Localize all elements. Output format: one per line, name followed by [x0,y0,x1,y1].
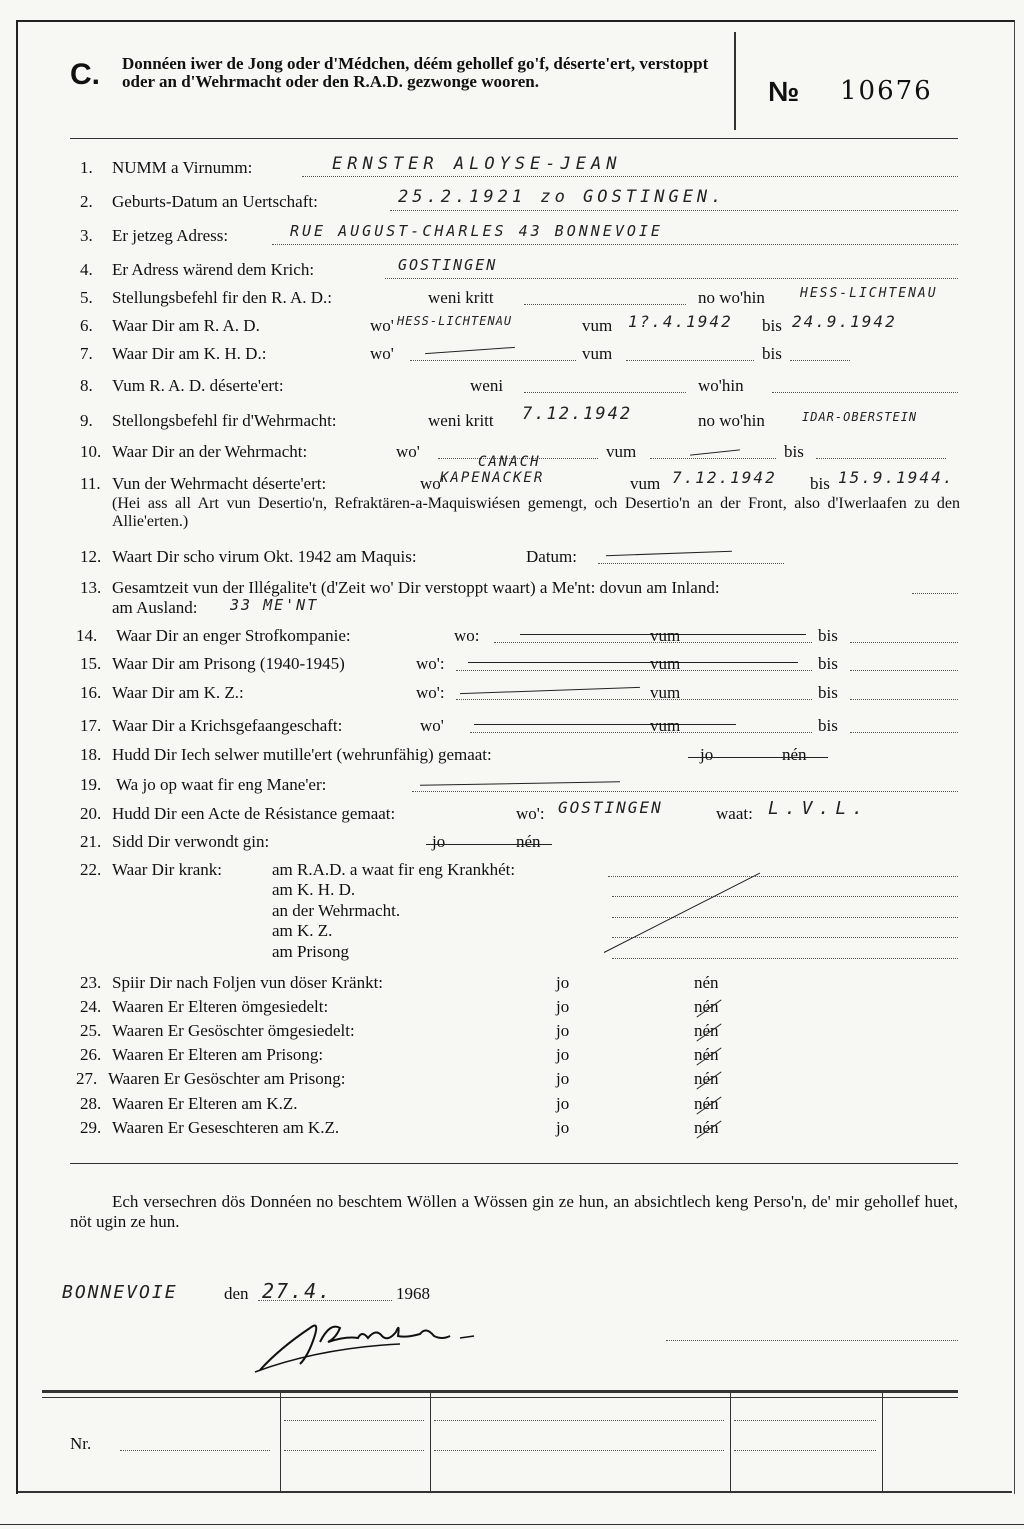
mutilate-label: Hudd Dir Iech selwer mutille'ert (wehrunfähig) gemaat: [112,745,492,764]
siblings-kz-label: Waaren Er Geseschteren am K.Z. [112,1118,340,1137]
illegality-label: Gesamtzeit vun der Illégalite't (d'Zeit wo' Dir verstoppt waart) a Me'nt: dovun am Inland: [112,578,720,597]
signature-image [250,1308,490,1378]
desert-place: KAPENACKER [440,470,545,486]
siblings-prison-label: Waaren Er Gesöschter am Prisong: [108,1069,346,1088]
vum-label: vum [606,442,637,461]
resistance-label: Hudd Dir een Acte de Résistance gemaat: [112,804,396,823]
nen-option: nén [694,1118,719,1137]
row-number: 24. [80,997,102,1016]
wo-label: wo': [416,654,445,673]
row-number: 11. [80,474,101,493]
jo-option: jo [556,1118,570,1137]
war-address-value: GOSTINGEN [398,256,498,274]
row-number: 8. [80,376,93,395]
waat-label: waat: [716,804,753,823]
nen-option: nén [694,1045,719,1064]
kz-to-line [850,699,958,700]
section-rule [70,1163,958,1164]
row-number: 23. [80,973,102,992]
name-label: NUMM a Virnumm: [112,158,253,177]
sick-rad-line [608,876,958,877]
rad-desert-label: Vum R. A. D. déserte'ert: [112,376,284,395]
bis-label: bis [762,344,782,363]
footer-col-divider [730,1393,731,1491]
weni-label: weni [470,376,504,395]
sick-label: Waar Dir krank: [112,860,223,879]
birth-line [390,210,958,211]
pow-to-line [850,732,958,733]
wehrmacht-order-place: IDAR-OBERSTEIN [802,410,918,424]
ausland-value: 33 ME'NT [230,596,319,614]
prisong-line [456,670,812,671]
wehrmacht-label: Waar Dir an der Wehrmacht: [112,442,308,461]
rad-from: 1?.4.1942 [628,312,733,331]
vum-label: vum [630,474,661,493]
inland-line [912,593,958,594]
prisong-to-line [850,670,958,671]
vum-label: vum [650,626,681,645]
resistance-type: L.V.L. [768,798,870,819]
form-number: 10676 [840,76,933,106]
row-number: 28. [80,1094,102,1113]
number-sign: № [768,76,800,107]
nen-option: nén [694,973,719,992]
rad-desert-when-line [524,392,686,393]
row-number: 12. [80,547,102,566]
rad-to: 24.9.1942 [792,312,897,331]
footer-cell-line [434,1420,724,1421]
strike-mark [426,844,552,845]
row-number: 13. [80,578,102,597]
footer-cell-line [734,1420,876,1421]
declaration-text: Ech versechren dös Donnéen no beschtem Wöllen a Wössen gin ze hun, an absichtlech keng Perso'n, de' mir gehollef huet, nöt ugin ze hun. [70,1192,958,1231]
nen-option: nén [516,832,541,851]
header-rule [70,138,958,139]
date-line [258,1300,392,1301]
weni-label: weni kritt [428,288,494,307]
strike-mark [468,662,798,663]
footer-top-rule [42,1390,958,1393]
form-title: Donnéen iwer de Jong oder d'Médchen, déém gehollef go'f, déserte'ert, verstoppt oder an d'Wehrmacht oder den R.A.D. gezwonge wooren. [122,54,709,91]
rad-order-place: HESS-LICHTENAU [800,286,938,301]
wo-label: wo' [370,344,394,363]
kz-line [456,699,812,700]
row-number: 15. [80,654,102,673]
nowohin-label: no wo'hin [698,288,765,307]
sick-wehrmacht-label: an der Wehrmacht. [272,901,401,920]
jo-option: jo [700,745,714,764]
jo-option: jo [556,1045,570,1064]
pow-label: Waar Dir a Krichsgefaangeschaft: [112,716,343,735]
wo-label: wo' [396,442,420,461]
desert-note: (Hei ass all Art vun Desertio'n, Refraktären-a-Maquiswiésen gemengt, och Desertio'n an der Front, also d'Iwerlaafen zu den Allie'erten.) [112,495,960,530]
footer-col-divider [882,1393,883,1491]
row-number: 5. [80,288,93,307]
row-number: 18. [80,745,102,764]
khd-place-line [410,360,576,361]
vum-label: vum [650,716,681,735]
rad-desert-where-line [772,392,958,393]
row-number: 16. [80,683,102,702]
row-number: 17. [80,716,102,735]
sick-kz-label: am K. Z. [272,921,333,940]
name-value: ERNSTER ALOYSE-JEAN [332,154,622,174]
nen-option: nén [694,1094,719,1113]
desert-label: Vun der Wehrmacht déserte'ert: [112,474,327,493]
header-divider [734,32,736,130]
row-number: 14. [76,626,98,645]
row-number: 4. [80,260,93,279]
consequences-label: Spiir Dir nach Foljen vun döser Kränkt: [112,973,384,992]
bis-label: bis [818,626,838,645]
desert-to: 15.9.1944. [838,468,955,487]
row-number: 20. [80,804,102,823]
footer-cell-line [284,1420,424,1421]
weni-label: weni kritt [428,411,494,430]
signature-line-right [666,1340,958,1341]
manner-label: Wa jo op waat fir eng Mane'er: [116,775,327,794]
manner-line [412,791,958,792]
footer-cell-line [284,1450,424,1451]
row-number: 6. [80,316,93,335]
wounded-label: Sidd Dir verwondt gin: [112,832,270,851]
row-number: 25. [80,1021,102,1040]
wo-label: wo': [416,683,445,702]
wehrmacht-place: CANACH [478,454,541,470]
address-line [272,244,958,245]
wehrmacht-from-line [650,458,776,459]
khd-to-line [790,360,850,361]
row-number: 22. [80,860,102,879]
row-number: 19. [80,775,102,794]
prisong-label: Waar Dir am Prisong (1940-1945) [112,654,345,673]
jo-option: jo [556,1021,570,1040]
nen-option: nén [694,1069,719,1088]
parents-resettled-label: Waaren Er Elteren ömgesiedelt: [112,997,329,1016]
signing-day-month: 27.4. [262,1279,333,1303]
footer-top-rule-2 [42,1397,958,1398]
maquis-date-line [598,563,784,564]
khd-from-line [626,360,754,361]
parents-kz-label: Waaren Er Elteren am K.Z. [112,1094,298,1113]
row-number: 2. [80,192,93,211]
sick-khd-line [612,896,958,897]
bis-label: bis [784,442,804,461]
strofkompanie-to-line [850,642,958,643]
kz-label: Waar Dir am K. Z.: [112,683,244,702]
bis-label: bis [810,474,830,493]
jo-option: jo [556,973,570,992]
ausland-label: am Ausland: [112,598,198,617]
wo-label: wo: [454,626,480,645]
nr-label: Nr. [70,1434,92,1453]
row-number: 26. [80,1045,102,1064]
row-number: 27. [76,1069,98,1088]
den-label: den [224,1284,249,1303]
nen-option: nén [694,1021,719,1040]
row-number: 10. [80,442,102,461]
wehrmacht-order-date: 7.12.1942 [522,404,633,424]
pow-line [470,732,812,733]
wo-label: wo': [516,804,545,823]
bis-label: bis [818,654,838,673]
footer-cell-line [434,1450,724,1451]
row-number: 1. [80,158,93,177]
nen-option: nén [782,745,807,764]
war-address-line [385,278,958,279]
bis-label: bis [818,683,838,702]
war-address-label: Er Adress wärend dem Krich: [112,260,315,279]
nowohin-label: no wo'hin [698,411,765,430]
address-label: Er jetzeg Adress: [112,226,229,245]
vum-label: vum [650,654,681,673]
vum-label: vum [582,316,613,335]
signing-year: 1968 [396,1284,430,1303]
desert-from: 7.12.1942 [672,468,777,487]
footer-col-divider [280,1393,281,1491]
nr-line [120,1450,270,1451]
wo-label: wo' [420,474,444,493]
wehrmacht-order-label: Stellongsbefehl fir d'Wehrmacht: [112,411,337,430]
sick-kz-line [612,937,958,938]
row-number: 21. [80,832,102,851]
row-number: 3. [80,226,93,245]
khd-label: Waar Dir am K. H. D.: [112,344,267,363]
siblings-resettled-label: Waaren Er Gesöschter ömgesiedelt: [112,1021,355,1040]
wehrmacht-to-line [816,458,946,459]
jo-option: jo [556,997,570,1016]
row-number: 9. [80,411,93,430]
jo-option: jo [556,1069,570,1088]
sick-prisong-line [612,958,958,959]
rad-order-label: Stellungsbefehl fir den R. A. D.: [112,288,333,307]
strike-mark [688,757,828,758]
sick-wehrmacht-line [612,917,958,918]
jo-option: jo [556,1094,570,1113]
footer-cell-line [734,1450,876,1451]
name-line [302,176,958,177]
sick-khd-label: am K. H. D. [272,880,356,899]
sick-prisong-label: am Prisong [272,942,349,961]
rad-label: Waar Dir am R. A. D. [112,316,260,335]
section-letter: C. [70,58,100,91]
jo-option: jo [432,832,446,851]
datum-label: Datum: [526,547,577,566]
resistance-place: GOSTINGEN [558,798,663,817]
wo-label: wo' [370,316,394,335]
rad-place: HESS-LICHTENAU [397,314,513,328]
nen-option: nén [694,997,719,1016]
row-number: 7. [80,344,93,363]
bis-label: bis [818,716,838,735]
page-bottom-rule [18,1491,1012,1493]
rad-order-when-line [524,304,686,305]
wo-label: wo' [420,716,444,735]
address-value: RUE AUGUST-CHARLES 43 BONNEVOIE [290,222,663,240]
footer-col-divider [430,1393,431,1491]
strofkompanie-label: Waar Dir an enger Strofkompanie: [116,626,351,645]
sick-rad-label: am R.A.D. a waat fir eng Krankhét: [272,860,516,879]
strike-mark [474,724,736,725]
scan-edge-rule [0,1524,1024,1525]
row-number: 29. [80,1118,102,1137]
birth-value: 25.2.1921 zo GOSTINGEN. [398,187,726,207]
signing-place: BONNEVOIE [62,1282,178,1303]
vum-label: vum [582,344,613,363]
birth-label: Geburts-Datum an Uertschaft: [112,192,318,211]
wohin-label: wo'hin [698,376,744,395]
bis-label: bis [762,316,782,335]
maquis-label: Waart Dir scho virum Okt. 1942 am Maquis: [112,547,417,566]
parents-prison-label: Waaren Er Elteren am Prisong: [112,1045,324,1064]
vum-label: vum [650,683,681,702]
